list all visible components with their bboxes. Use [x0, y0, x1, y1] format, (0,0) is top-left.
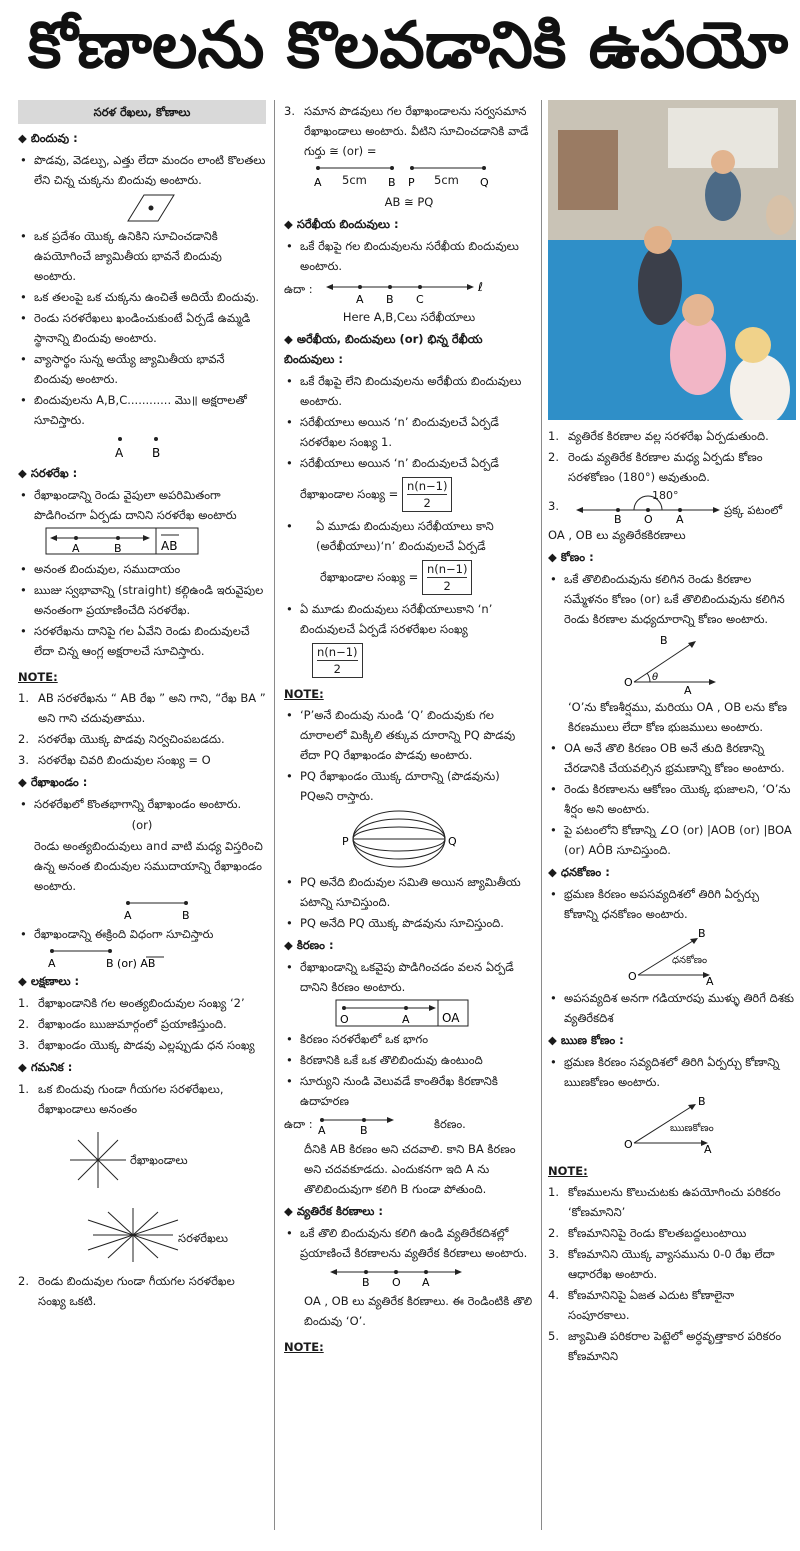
positive-angle-example [548, 925, 796, 987]
bullet: • ఒక ప్రదేశం యొక్క ఉనికిని సూచించడానికి ఉపయోగించే జ్యామితీయ భావనే బిందువు అంటారు. [18, 226, 266, 286]
svg-text:OA: OA [442, 1011, 460, 1025]
svg-text:A: A [676, 513, 684, 524]
paragraph: రెండు అంత్యబిందువులు and వాటి మధ్య విస్తరించి ఉన్న అనంత బిందువుల సముదాయాన్ని రేఖాఖండం అంటారు. [34, 839, 263, 893]
ray-example [284, 1112, 534, 1138]
bullet: • ఒకే రేఖపై గల బిందువులను సరేఖీయ బిందువులు అంటారు. [284, 236, 534, 276]
or-text: (or) [131, 818, 153, 832]
figure-label: రేఖాఖండాలు [130, 1153, 188, 1167]
svg-text:Q: Q [480, 176, 489, 189]
numbered-item: 1. కోణములను కొలుచుటకు ఉపయోగించు పరికరం ‘కోణమానిని’ [548, 1185, 781, 1219]
numbered-item: 3. కోణమానిని యొక్క వ్యాసమును 0-0 రేఖ లేదా ఆధారరేఖ అంటారు. [548, 1247, 775, 1281]
numbered-item: 4. కోణమానినిపై ఏజత ఎదుట కోణాలైనా సంపూరకాలు. [548, 1288, 735, 1322]
bullet: • PQ అనేది PQ యొక్క పొడవును సూచిస్తుంది. [284, 913, 534, 933]
paragraph: దీనికి AB కిరణం అని చదవాలి. కాని BA కిరణం అని చదవకూడదు. ఎందుకనగా ఇది A ను తొలిబిందువుగా కలిగి B గుండా పోతుంది. [304, 1142, 516, 1196]
svg-text:Q: Q [448, 835, 457, 848]
svg-text:A: A [704, 1143, 712, 1155]
column-2 [284, 100, 534, 1357]
bullet: • ఒకే తొలి బిందువును కలిగి ఉండి వ్యతిరేకదిశల్లో ప్రయాణించే కిరణాలను వ్యతిరేక కిరణాలు అంటారు. [284, 1223, 534, 1263]
bullet: • రేఖాఖండాన్ని ఈక్రింది విధంగా సూచిస్తారు [18, 924, 266, 944]
svg-text:B: B [182, 909, 190, 922]
svg-text:O: O [624, 1138, 633, 1151]
line-ab-figure [18, 526, 266, 558]
angle-aob-figure [548, 630, 796, 696]
angle-label: 180° [652, 489, 679, 502]
svg-text:A: A [684, 684, 692, 696]
section-title: సరళ రేఖలు, కోణాలు [18, 100, 266, 124]
bullet: • కిరణం సరళరేఖలో ఒక భాగం [284, 1029, 534, 1049]
heading-noncollinear: ◆ అరేఖీయ, బిందువులు (or) భిన్న రేఖీయ బిందువులు : [284, 329, 534, 369]
heading-collinear: ◆ సరేఖీయ బిందువులు : [284, 214, 534, 234]
numbered-item: 1. వ్యతిరేక కిరణాల వల్ల సరళరేఖ ఏర్పడుతుంది. [548, 429, 769, 443]
heading-point: ◆ బిందువు : [18, 128, 266, 148]
segment-notation-figure [18, 945, 266, 971]
svg-text:O: O [340, 1013, 349, 1026]
bullet: • పొడవు, వెడల్పు, ఎత్తు లేదా మందం లాంటి కొలతలు లేని చిన్న చుక్కను బిందువు అంటారు. [18, 150, 266, 190]
svg-text:ℓ: ℓ [478, 280, 483, 294]
svg-text:B (or) AB: B (or) AB [106, 957, 156, 970]
classroom-photo [548, 100, 796, 420]
svg-text:A: A [706, 975, 714, 987]
bullet: • సరేఖీయాలు అయిన ‘n’ బిందువులచే ఏర్పడే [284, 453, 534, 473]
bullet: • బిందువులను A,B,C............ మొ॥ అక్షరాలతో సూచిస్తారు. [18, 390, 266, 430]
straight-angle-example: 3. B O A 180° ప్రక్క పటంలో [548, 488, 796, 524]
svg-text:B: B [360, 1124, 368, 1137]
svg-text:B: B [660, 634, 668, 647]
svg-text:A: A [72, 542, 80, 555]
svg-text:B: B [386, 293, 394, 306]
svg-text:O: O [628, 970, 637, 983]
example-label: ఉదా : [284, 282, 313, 296]
column-divider [274, 100, 275, 1530]
numbered-item: 2. రెండు బిందువుల గుండా గీయగల సరళరేఖల సంఖ్య ఒకటి. [18, 1274, 235, 1308]
numbered-item: 2. సరళరేఖ యొక్క పొడవు నిర్వచింపబడదు. [18, 732, 225, 746]
bullet: • సరళరేఖలో కొంతభాగాన్ని రేఖాఖండం అంటారు. [18, 794, 266, 814]
svg-text:B: B [114, 542, 122, 555]
paragraph: OA , OB లు వ్యతిరేకకిరణాలు [548, 528, 686, 542]
bullet: • రెండు కిరణాలను ఆకోణం యొక్క భుజాలని, ‘O’ను శీర్షం అని అంటారు. [548, 779, 796, 819]
svg-text:C: C [416, 293, 424, 306]
headline: కోణాలను కొలవడానికి ఉపయో [28, 9, 789, 83]
length-label: 5cm [434, 173, 459, 187]
bullet: • PQ రేఖాఖండం యొక్క దూరాన్ని (పొడవును) PQఅని రాస్తారు. [284, 766, 534, 806]
numbered-item: 3. సరళరేఖ చివరి బిందువుల సంఖ్య = O [18, 753, 211, 767]
numbered-item: 1. రేఖాఖండానికి గల అంత్యబిందువుల సంఖ్య ‘2’ [18, 996, 245, 1010]
paragraph: ‘O’ను కోణశీర్షము, మరియు OA , OB లను కోణ కిరణములు లేదా కోణ భుజములు అంటారు. [568, 700, 787, 734]
bullet: • రేఖాఖండాన్ని రెండు వైపులా అపరిమితంగా పొడిగించగా ఏర్పడు దానిని సరళరేఖ అంటారు [18, 485, 266, 525]
svg-text:A: A [402, 1013, 410, 1026]
ray-caption: కిరణం. [434, 1117, 466, 1131]
column-divider [541, 100, 542, 1530]
bullet: • రెండు సరళరేఖలు ఖండించుకుంటే ఏర్పడే ఉమ్మడి స్థానాన్ని బిందువు అంటారు. [18, 308, 266, 348]
numbered-item: 2. కోణమానినిపై రెండు కొలతబద్దలుంటాయి [548, 1226, 747, 1240]
congruence: AB ≅ PQ [384, 195, 434, 209]
numbered-item: 1. AB సరళరేఖను “ AB రేఖ ” అని గాని, “రేఖ BA ” అని గాని చదువుతాము. [18, 691, 266, 725]
bullet: • అపసవ్యదిశ అనగా గడియారపు ముళ్ళు తిరిగే దిశకు వ్యతిరేకదిశ [548, 988, 796, 1028]
svg-text:A: A [422, 1276, 430, 1289]
bullet: • అనంత బిందువుల, సముదాయం [18, 559, 266, 579]
ray-oa-figure [284, 998, 534, 1028]
congruent-segments-figure [284, 162, 534, 192]
figure-caption: ప్రక్క పటంలో [724, 503, 783, 517]
numbered-item: 3. సమాన పొడవులు గల రేఖాఖండాలను సర్వసమాన రేఖాఖండాలు అంటారు. వీటిని సూచించడానికి వాడే గుర్తు ≅ (or) = [284, 104, 529, 158]
svg-text:O: O [644, 513, 653, 524]
length-label: 5cm [342, 173, 367, 187]
svg-text:θ: θ [652, 672, 659, 683]
bullet: • ఒకే రేఖపై లేని బిందువులను అరేఖీయ బిందువులు అంటారు. [284, 371, 534, 411]
svg-text:B: B [388, 176, 396, 189]
svg-text:AB: AB [161, 539, 178, 553]
bullet: • ఋజు స్వభావాన్ని (straight) కల్గిఉండి ఇరువైపుల అనంతంగా ప్రయాణించేది సరళరేఖ. [18, 580, 266, 620]
heading-features: ◆ లక్షణాలు : [18, 971, 266, 991]
heading-opposite-rays: ◆ వ్యతిరేక కిరణాలు : [284, 1201, 534, 1221]
svg-text:B: B [614, 513, 622, 524]
angle-label: ఋణకోణం [670, 1123, 714, 1134]
formula: రేఖాఖండాల సంఖ్య = $\frac{n(n-1)}{2}$ [320, 560, 534, 595]
bullet: • భ్రమణ కిరణం సవ్యదిశలో తిరిగి ఏర్పర్చు కోణాన్ని ఋణకోణం అంటారు. [548, 1052, 796, 1092]
svg-text:A: A [48, 957, 56, 970]
svg-text:P: P [408, 176, 415, 189]
column-3 [548, 100, 796, 1367]
bullet: • కిరణానికి ఒకే ఒక తొలిబిందువు ఉంటుంది [284, 1050, 534, 1070]
figure-label: సరళరేఖలు [178, 1231, 228, 1245]
angle-label: ధనకోణం [672, 955, 708, 966]
bullet: • వ్యాసార్థం సున్న అయ్యే జ్యామితీయ భావనే బిందువు అంటారు. [18, 349, 266, 389]
pq-arcs-figure [284, 807, 534, 871]
collinear-example [284, 277, 534, 307]
numbered-item: 5. జ్యామితి పరికరాల పెట్టెలో అర్ధవృత్తాకార పరికరం కోణమానిని [548, 1329, 782, 1363]
bullet: • పై పటంలోని కోణాన్ని ∠O (or) |AOB (or) |BOA (or) AÔB సూచిస్తుంది. [548, 820, 796, 860]
opposite-rays-figure [284, 1264, 534, 1290]
bullet: • OA అనే తొలి కిరణం OB అనే తుది కిరణాన్ని చేరడానికి చేయవల్సిన భ్రమణాన్ని కోణం అంటారు. [548, 738, 796, 778]
segment-figure [18, 897, 266, 923]
heading-line: ◆ సరళరేఖ : [18, 463, 266, 483]
svg-text:B: B [362, 1276, 370, 1289]
sub-bullet: • ఏ మూడు బిందువులు సరేఖీయాలు కాని (అరేఖీయాలు)‘n’ బిందువులచే ఏర్పడే [284, 516, 534, 556]
numbered-item: 2. రేఖాఖండం ఋజుమార్గంలో ప్రయాణిస్తుంది. [18, 1017, 227, 1031]
bullet: • ఏ మూడు బిందువులు సరేఖీయాలుకాని ‘n’ బిందువులచే ఏర్పడే సరళరేఖల సంఖ్య [284, 599, 534, 639]
column-1 [18, 100, 266, 1312]
bullet: • ఒక తలంపై ఒక చుక్కను ఉంచితే అదియే బిందువు. [18, 287, 266, 307]
bullet: • రేఖాఖండాన్ని ఒకవైపు పొడిగించడం వలన ఏర్పడే దానిని కిరణం అంటారు. [284, 957, 534, 997]
formula: $\frac{n(n-1)}{2}$ [312, 643, 534, 678]
bullet: • ఒకే తొలిబిందువును కలిగిన రెండు కిరణాల సమ్మేళనం కోణం (or) ఒకే తొలిబిందువును కలిగిన రెండు కిరణాల మధ్యదూరాన్ని కోణం అంటారు. [548, 569, 796, 629]
svg-text:O: O [392, 1276, 401, 1289]
svg-text:B: B [698, 927, 706, 940]
svg-text:P: P [342, 835, 349, 848]
formula: రేఖాఖండాల సంఖ్య = $\frac{n(n-1)}{2}$ [300, 477, 534, 512]
heading-angle: ◆ కోణం : [548, 547, 796, 567]
star-lines-figure [18, 1120, 266, 1270]
heading-positive-angle: ◆ ధనకోణం : [548, 862, 796, 882]
bullet: • PQ అనేది బిందువుల సమితి అయిన జ్యామితీయ పటాన్ని సూచిస్తుంది. [284, 872, 534, 912]
numbered-item: 3. రేఖాఖండం యొక్క పొడవు ఎల్లప్పుడు ధన సంఖ్య [18, 1038, 255, 1052]
numbered-item: 1. ఒక బిందువు గుండా గీయగల సరళరేఖలు, రేఖాఖండాలు అనంతం [18, 1082, 224, 1116]
svg-text:A: A [356, 293, 364, 306]
svg-text:A: A [115, 446, 124, 460]
svg-text:B: B [152, 446, 161, 460]
note-heading: NOTE: [284, 1340, 324, 1354]
bullet: • భ్రమణ కిరణం అపసవ్యదిశలో తిరిగి ఏర్పర్చు కోణాన్ని ధనకోణం అంటారు. [548, 884, 796, 924]
svg-text:B: B [698, 1095, 706, 1108]
heading-negative-angle: ◆ ఋణ కోణం : [548, 1030, 796, 1050]
svg-text:A: A [318, 1124, 326, 1137]
numbered-item: 2. రెండు వ్యతిరేక కిరణాల మధ్య ఏర్పడు కోణం సరళకోణం (180°) అవుతుంది. [548, 450, 763, 484]
bullet: • సూర్యుని నుండి వెలువడే కాంతిరేఖ కిరణానికి ఉదాహరణ [284, 1071, 534, 1111]
ray-ab-figure [284, 1112, 534, 1138]
heading-ray: ◆ కిరణం : [284, 935, 534, 955]
bullet: • సరళరేఖను దానిపై గల ఏవేని రెండు బిందువులచే లేదా చిన్న ఆంగ్ల అక్షరాలచే సూచిస్తారు. [18, 621, 266, 661]
collinear-caption: Here A,B,Cలు సరేఖీయాలు [342, 310, 476, 324]
bullet: • సరేఖీయాలు అయిన ‘n’ బిందువులచే ఏర్పడే సరళరేఖల సంఖ్య 1. [284, 412, 534, 452]
bullet: • ‘P’అనే బిందువు నుండి ‘Q’ బిందువుకు గల దూరాలలో మిక్కిలి తక్కువ దూరాన్ని PQ పొడవు లేదా PQ రేఖాఖండం పొడవు అంటారు. [284, 705, 534, 765]
note-heading: NOTE: [548, 1164, 588, 1178]
heading-observe: ◆ గమనిక : [18, 1057, 266, 1077]
note-heading: NOTE: [284, 687, 324, 701]
collinear-figure [284, 277, 534, 307]
svg-text:A: A [314, 176, 322, 189]
heading-segment: ◆ రేఖాఖండం : [18, 772, 266, 792]
point-figure [18, 191, 266, 225]
svg-text:A: A [124, 909, 132, 922]
star-figures [18, 1120, 266, 1270]
negative-angle-example [548, 1093, 796, 1155]
svg-text:O: O [624, 676, 633, 689]
note-heading: NOTE: [18, 670, 58, 684]
points-ab-figure [18, 431, 266, 461]
example-label: ఉదా : [284, 1117, 313, 1131]
paragraph: OA , OB లు వ్యతిరేక కిరణాలు. ఈ రెండింటికి తొలి బిందువు ‘O’. [304, 1294, 533, 1328]
